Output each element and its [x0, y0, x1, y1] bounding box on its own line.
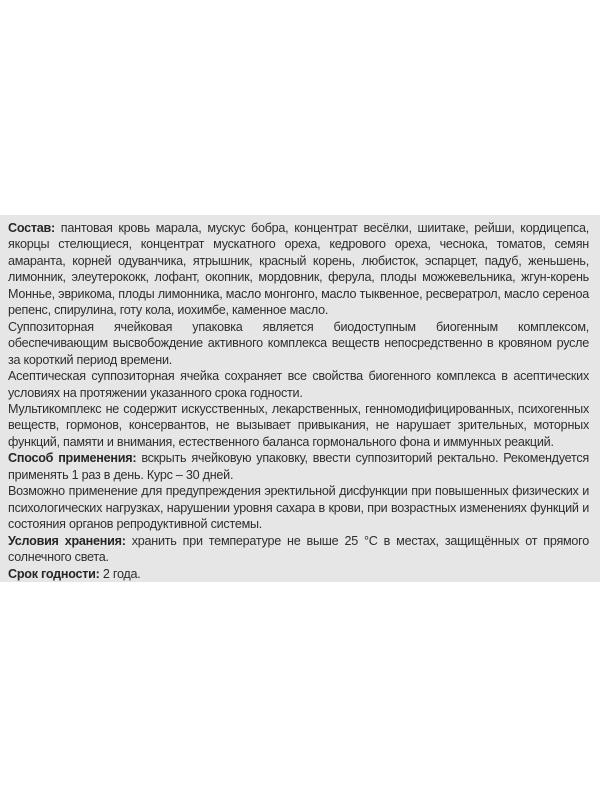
composition-text: пантовая кровь марала, мускус бобра, концентрат весёлки, шиитаке, рейши, кордицепса, якорцы стелющиеся, концентрат мускатного ореха, кедрового ореха, чеснока, томатов, семян амаранта, корней одуванчика, ятрышник, красный корень, любисток, эспарцет, падуб, женьшень, лимонник, элеутерококк, лофант, окопник, мордовник, ферула, плоды можжевельника, жгун-корень Моннье, эврикома, плоды лимонника, масло монгонго, масло тыквенное, ресвератрол, масло сереноа репенс, спирулина, готу кола, иохимбе, каменное масло. [8, 221, 589, 318]
usage-heading: Способ применения: [8, 451, 137, 466]
multicomplex-paragraph: Мультикомплекс не содержит искусственных, лекарственных, генномодифицированных, психогенных веществ, гормонов, консервантов, не вызывает привыкания, не нарушает зрительных, моторных функций, памяти и внимания, естественного баланса гормонального фона и иммунных реакций. [8, 401, 589, 449]
indication-paragraph: Возможно применение для предупреждения эректильной дисфункции при повышенных физических и психологических нагрузках, нарушении уровня сахара в крови, при возрастных изменениях функций и состояния органов репродуктивной системы. [8, 484, 589, 532]
storage-text: хранить при температуре не выше 25 °С в местах, защищённых от прямого солнечного света. [8, 533, 589, 565]
shelf-life-text: 2 года. [99, 566, 141, 581]
usage-paragraph [8, 450, 589, 483]
shelf-life-paragraph [8, 566, 589, 582]
usage-text: вскрыть ячейковую упаковку, ввести суппозиторий ректально. Рекомендуется применять 1 раз в день. Курс – 30 дней. [8, 451, 589, 482]
shelf-life-heading: Срок годности: [8, 566, 100, 581]
storage-heading: Условия хранения: [8, 533, 126, 548]
composition-heading: Состав: [8, 221, 55, 235]
storage-paragraph [8, 533, 589, 566]
aseptic-paragraph: Асептическая суппозиторная ячейка сохраняет все свойства биогенного комплекса в асептических условиях на протяжении указанного срока годности. [8, 369, 589, 400]
label-text [8, 220, 589, 582]
packaging-paragraph: Суппозиторная ячейковая упаковка является биодоступным биогенным комплексом, обеспечивающим высвобождение активного комплекса веществ непосредственно в кровяном русле за короткий период времени. [8, 319, 589, 367]
composition-paragraph [8, 220, 589, 319]
